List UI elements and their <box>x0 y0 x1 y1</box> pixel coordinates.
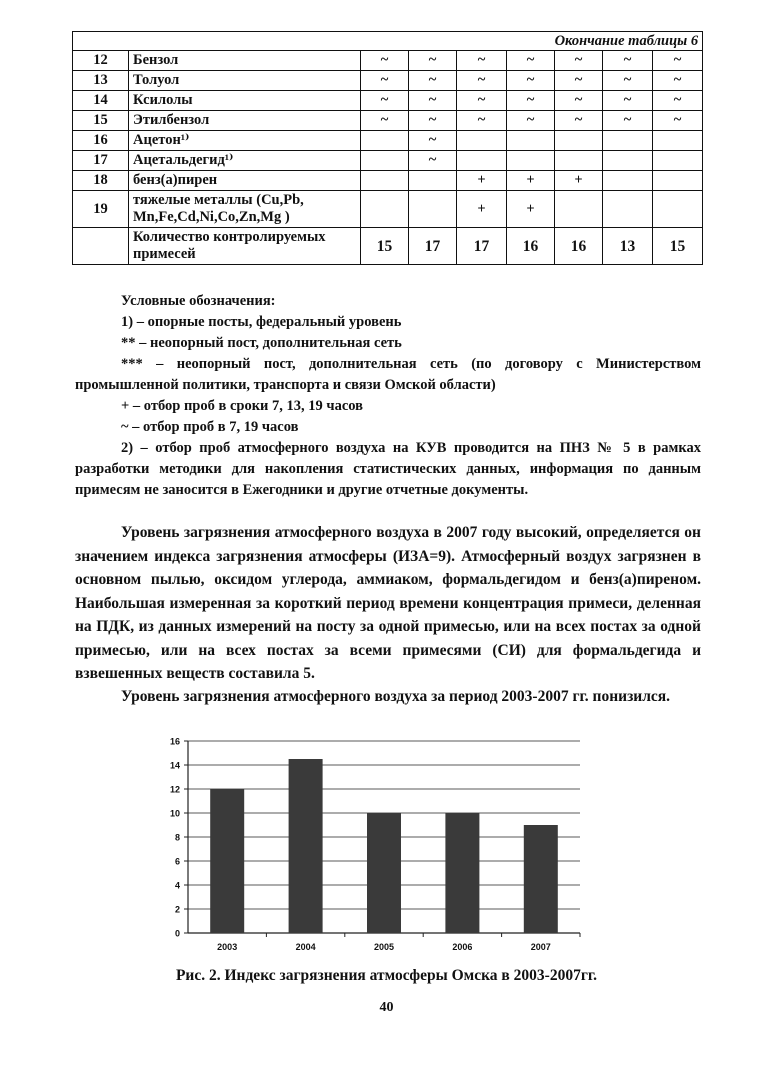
table-row <box>73 91 703 111</box>
sampling-mark <box>457 131 507 151</box>
sampling-mark: ~ <box>507 91 555 111</box>
legend-title: Условные обозначения: <box>121 293 276 309</box>
pollution-index-bar-chart <box>150 733 590 958</box>
legend-item: *** – неопорный пост, дополнительная сеть (по договору с Министерством промышленной политики, транспорта и связи Омской области) <box>75 356 701 393</box>
sampling-mark <box>457 151 507 171</box>
total-count: 17 <box>457 228 507 265</box>
sampling-mark <box>361 131 409 151</box>
table-row <box>73 191 703 228</box>
sampling-mark: ~ <box>457 51 507 71</box>
sampling-mark <box>409 191 457 228</box>
total-count: 15 <box>361 228 409 265</box>
sampling-mark: ~ <box>555 111 603 131</box>
y-tick-label: 0 <box>174 928 180 939</box>
bar <box>445 813 479 933</box>
sampling-mark: ~ <box>653 111 703 131</box>
y-tick-label: 4 <box>174 880 180 891</box>
sampling-mark <box>555 191 603 228</box>
sampling-mark: ~ <box>361 91 409 111</box>
substance-name: Ацетон¹⁾ <box>129 131 361 151</box>
sampling-mark: ~ <box>555 51 603 71</box>
sampling-mark: ~ <box>603 111 653 131</box>
x-tick-label: 2004 <box>295 942 316 952</box>
sampling-mark: ~ <box>653 71 703 91</box>
sampling-mark: + <box>457 191 507 228</box>
paragraph-pollution-level: Уровень загрязнения атмосферного воздуха в 2007 году высокий, определяется он значением индекса загрязнения атмосферы (ИЗА=9). Атмосферный воздух загрязнен в основном пылью, оксидом углерода, аммиаком, формальдегидом и бенз(а)пиреном. Наибольшая измеренная за короткий период времени концентрация примеси, деленная на ПДК, из данных измерений на посту за одной примесью, или на всех постах за одной примесью, или на всех постах за всеми примесями (СИ) для формальдегида и взвешенных веществ составила 5. <box>75 524 701 682</box>
sampling-mark: ~ <box>361 71 409 91</box>
table-row <box>73 131 703 151</box>
sampling-mark: ~ <box>653 91 703 111</box>
bar <box>524 825 558 933</box>
sampling-mark <box>555 131 603 151</box>
table-row <box>73 111 703 131</box>
x-tick-label: 2007 <box>530 942 551 952</box>
sampling-mark: ~ <box>409 51 457 71</box>
bar <box>210 789 244 933</box>
legend-item: 2) – отбор проб атмосферного воздуха на КУВ проводится на ПНЗ № 5 в рамках разработки методики для накопления статистических данных, информация по данным примесям не заносится в Ежегодники и другие отчетные документы. <box>75 440 701 498</box>
row-number: 17 <box>73 151 129 171</box>
sampling-mark: ~ <box>555 91 603 111</box>
legend-item: 1) – опорные посты, федеральный уровень <box>121 314 402 330</box>
sampling-mark: ~ <box>507 111 555 131</box>
sampling-mark <box>361 171 409 191</box>
row-number: 14 <box>73 91 129 111</box>
sampling-mark: ~ <box>507 71 555 91</box>
sampling-mark: ~ <box>409 131 457 151</box>
sampling-mark <box>653 131 703 151</box>
legend-item: ** – неопорный пост, дополнительная сеть <box>121 335 402 351</box>
total-count: 17 <box>409 228 457 265</box>
legend-item: + – отбор проб в сроки 7, 13, 19 часов <box>121 398 363 414</box>
row-number: 15 <box>73 111 129 131</box>
table-6-continuation <box>72 31 703 265</box>
bar <box>367 813 401 933</box>
substance-name: Бензол <box>129 51 361 71</box>
total-label: Количество контролируемых примесей <box>129 228 361 265</box>
total-count: 15 <box>653 228 703 265</box>
sampling-mark: + <box>457 171 507 191</box>
sampling-mark: ~ <box>603 71 653 91</box>
sampling-mark: ~ <box>603 51 653 71</box>
sampling-mark: ~ <box>507 51 555 71</box>
sampling-mark: + <box>507 171 555 191</box>
sampling-mark <box>653 171 703 191</box>
substance-name: бенз(а)пирен <box>129 171 361 191</box>
substance-name: Толуол <box>129 71 361 91</box>
sampling-mark <box>653 191 703 228</box>
sampling-mark: + <box>507 191 555 228</box>
row-number: 16 <box>73 131 129 151</box>
table-total-row <box>73 228 703 265</box>
y-tick-label: 2 <box>174 904 180 915</box>
total-count: 13 <box>603 228 653 265</box>
figure-caption: Рис. 2. Индекс загрязнения атмосферы Омска в 2003-2007гг. <box>175 967 598 984</box>
row-number: 13 <box>73 71 129 91</box>
sampling-mark: ~ <box>457 91 507 111</box>
substance-name: Этилбензол <box>129 111 361 131</box>
sampling-mark <box>603 151 653 171</box>
sampling-mark: ~ <box>457 71 507 91</box>
sampling-mark: ~ <box>409 151 457 171</box>
x-tick-label: 2006 <box>452 942 473 952</box>
sampling-mark <box>555 151 603 171</box>
substance-name: тяжелые металлы (Cu,Pb, Mn,Fe,Cd,Ni,Co,Zn,Mg ) <box>129 191 361 228</box>
page-number: 40 <box>379 1000 394 1015</box>
table-row <box>73 71 703 91</box>
legend-item: ~ – отбор проб в 7, 19 часов <box>121 419 299 435</box>
row-number: 19 <box>73 191 129 228</box>
total-count: 16 <box>555 228 603 265</box>
sampling-mark <box>361 191 409 228</box>
sampling-mark <box>603 131 653 151</box>
table-row <box>73 171 703 191</box>
sampling-mark: ~ <box>457 111 507 131</box>
legend-block <box>75 291 701 501</box>
row-number: 12 <box>73 51 129 71</box>
y-tick-label: 6 <box>174 856 180 867</box>
total-count: 16 <box>507 228 555 265</box>
y-tick-label: 16 <box>169 736 180 747</box>
y-tick-label: 14 <box>169 760 180 771</box>
row-number: 18 <box>73 171 129 191</box>
table-row <box>73 151 703 171</box>
sampling-mark <box>361 151 409 171</box>
sampling-mark <box>653 151 703 171</box>
bar <box>289 759 323 933</box>
y-tick-label: 10 <box>169 808 180 819</box>
sampling-mark <box>507 131 555 151</box>
substance-name: Ксилолы <box>129 91 361 111</box>
sampling-mark: ~ <box>361 111 409 131</box>
table-caption: Окончание таблицы 6 <box>73 32 703 51</box>
sampling-mark: ~ <box>555 71 603 91</box>
x-tick-label: 2003 <box>217 942 238 952</box>
sampling-mark <box>603 191 653 228</box>
sampling-mark: ~ <box>409 111 457 131</box>
sampling-mark: ~ <box>409 71 457 91</box>
y-tick-label: 8 <box>174 832 180 843</box>
sampling-mark <box>409 171 457 191</box>
sampling-mark: ~ <box>409 91 457 111</box>
sampling-mark <box>507 151 555 171</box>
x-tick-label: 2005 <box>373 942 395 952</box>
paragraph-trend: Уровень загрязнения атмосферного воздуха за период 2003-2007 гг. понизился. <box>121 688 671 705</box>
sampling-mark <box>603 171 653 191</box>
sampling-mark: ~ <box>653 51 703 71</box>
substance-name: Ацетальдегид¹⁾ <box>129 151 361 171</box>
sampling-mark: ~ <box>603 91 653 111</box>
sampling-mark: ~ <box>361 51 409 71</box>
y-tick-label: 12 <box>169 784 180 795</box>
sampling-mark: + <box>555 171 603 191</box>
row-number <box>73 228 129 265</box>
table-row <box>73 51 703 71</box>
